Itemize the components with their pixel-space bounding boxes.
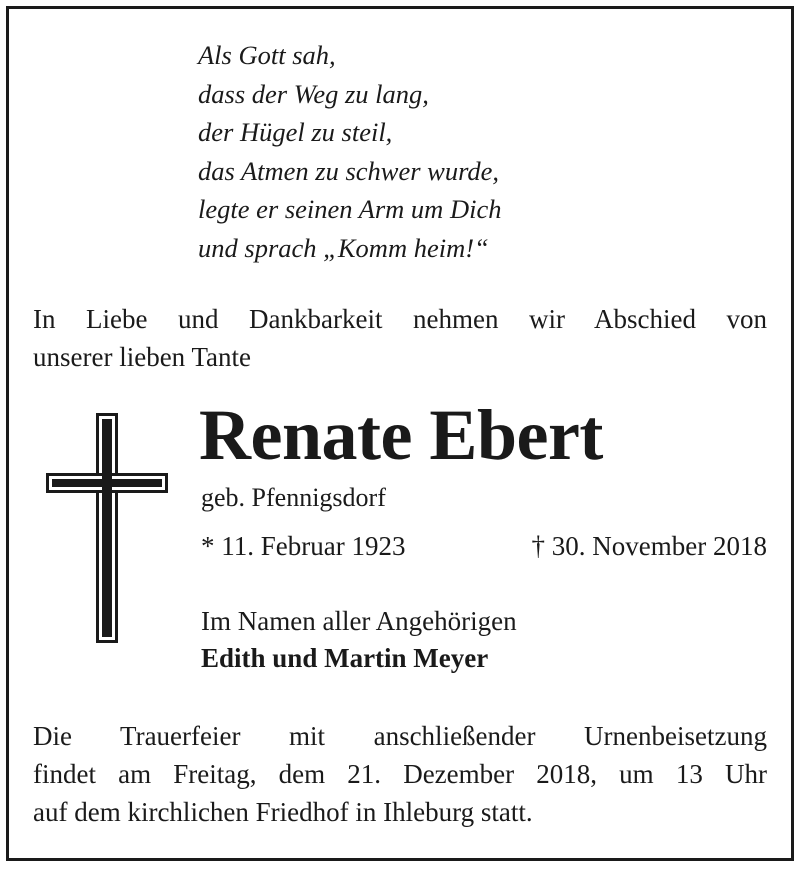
poem-line: Als Gott sah, (198, 40, 336, 70)
maiden-name: geb. Pfennigsdorf (201, 483, 386, 512)
funeral-notice (33, 717, 767, 831)
intro-line: unserer lieben Tante (33, 342, 252, 372)
poem-line: der Hügel zu steil, (198, 117, 393, 147)
intro-line: In Liebe und Dankbarkeit nehmen wir Abschied von (33, 304, 767, 334)
poem-line: dass der Weg zu lang, (198, 78, 429, 109)
birth-date: * 11. Februar 1923 (201, 531, 406, 561)
death-date: † 30. November 2018 (531, 531, 767, 561)
poem-line: legte er seinen Arm um Dich (198, 194, 502, 224)
funeral-line: Die Trauerfeier mit anschließender Urnenbeisetzung (33, 721, 767, 751)
poem-line: das Atmen zu schwer wurde, (198, 155, 500, 186)
poem (198, 36, 501, 267)
intro-text (33, 300, 767, 376)
funeral-line: auf dem kirchlichen Friedhof in Ihleburg statt. (33, 797, 533, 827)
family-names: Edith und Martin Meyer (201, 643, 489, 673)
family-signature (201, 603, 517, 677)
funeral-line: findet am Freitag, dem 21. Dezember 2018, um 13 Uhr (33, 759, 767, 789)
latin-cross-icon (46, 413, 168, 643)
poem-line: und sprach „Komm heim!“ (198, 232, 489, 263)
deceased-name: Renate Ebert (199, 395, 603, 475)
family-line: Im Namen aller Angehörigen (201, 606, 517, 636)
